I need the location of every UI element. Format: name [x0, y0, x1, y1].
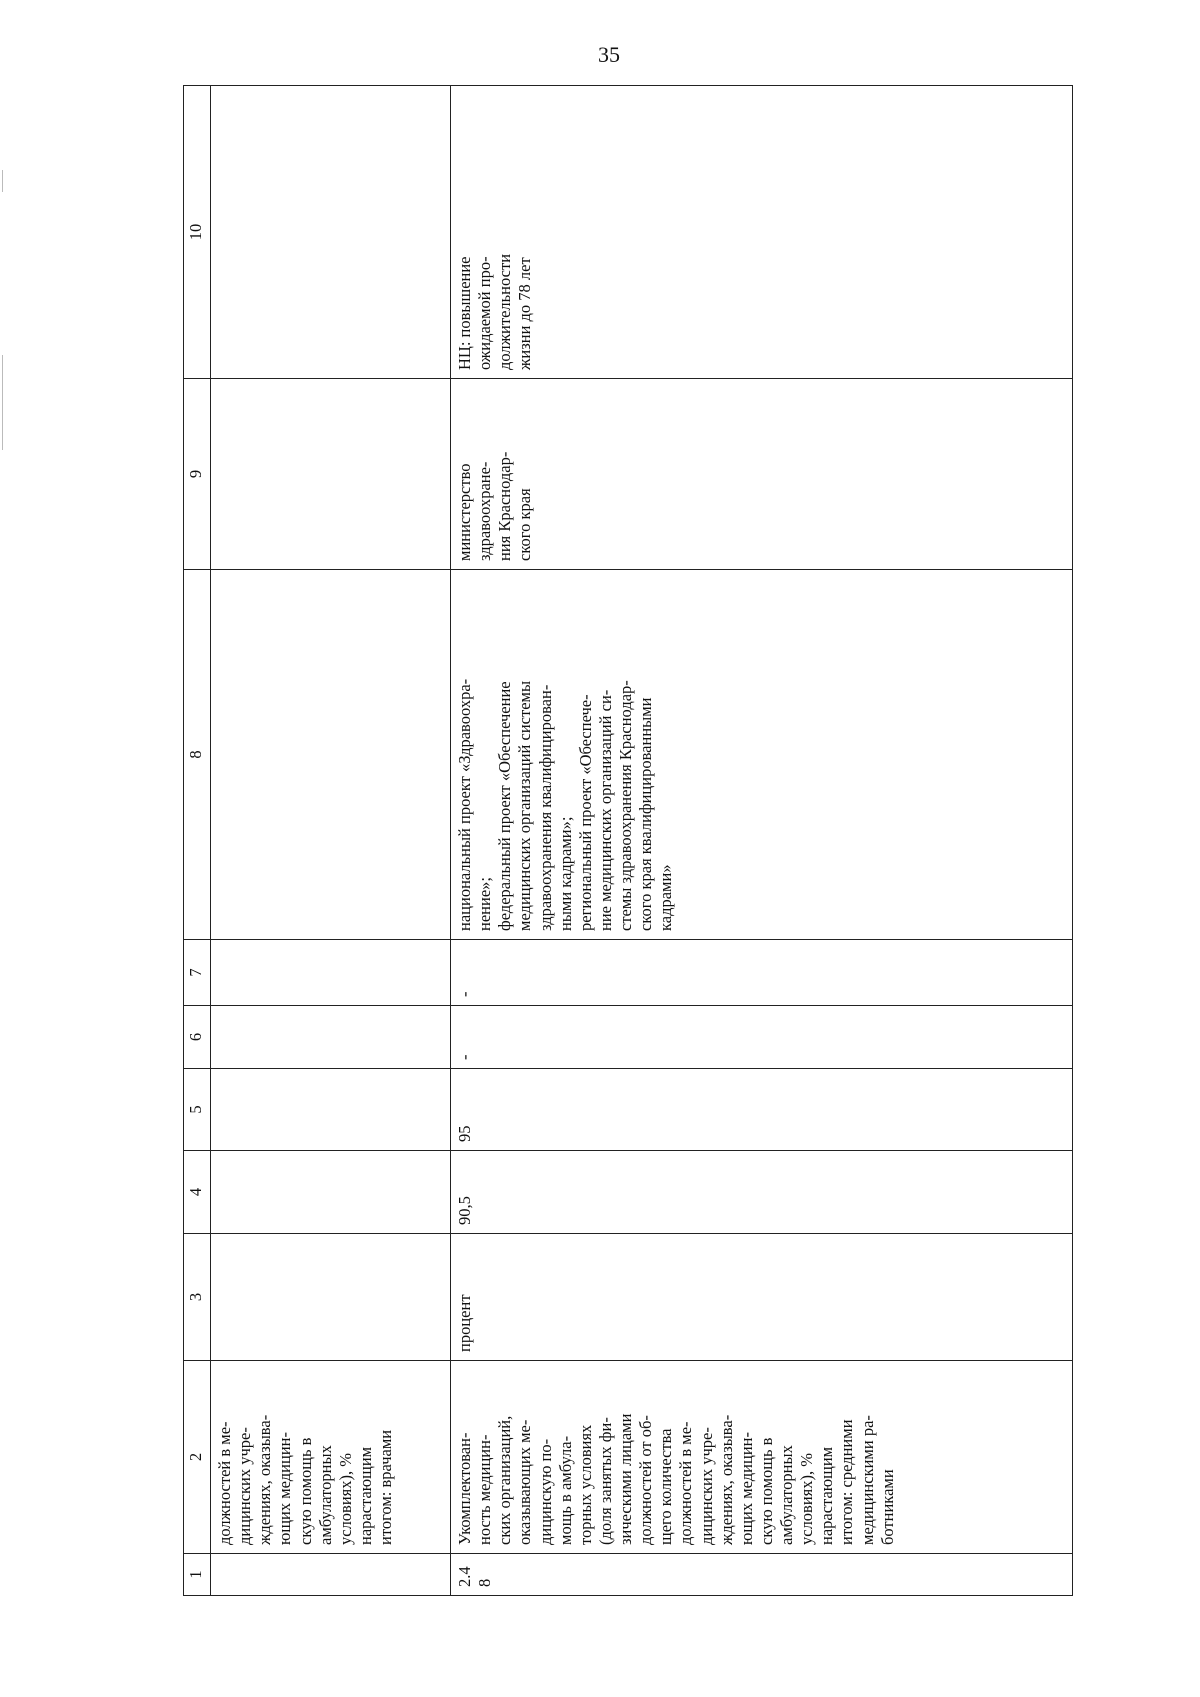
rotated-table-container: [183, 86, 1093, 1596]
cell-value-4: [211, 1151, 451, 1234]
cell-projects: [211, 570, 451, 940]
cell-value-5: [211, 1069, 451, 1151]
col-header-7: 7: [184, 940, 211, 1006]
cell-value-7: [211, 940, 451, 1006]
cell-value-7: -: [451, 940, 1073, 1006]
cell-goal: НЦ: повышение ожидаемой про- должительности жизни до 78 лет: [451, 86, 1073, 379]
cell-value-4: 90,5: [451, 1151, 1073, 1234]
col-header-5: 5: [184, 1069, 211, 1151]
col-header-10: 10: [184, 86, 211, 379]
table-row: [451, 86, 1073, 1596]
indicators-table: [183, 85, 1073, 1596]
col-header-9: 9: [184, 379, 211, 570]
cell-value-5: 95: [451, 1069, 1073, 1151]
cell-number: 2.48: [451, 1554, 1073, 1596]
table-row: [211, 86, 451, 1596]
cell-value-6: -: [451, 1006, 1073, 1069]
cell-goal: [211, 86, 451, 379]
cell-responsible: министерство здравоохране- ния Краснодар- ского края: [451, 379, 1073, 570]
col-header-8: 8: [184, 570, 211, 940]
col-header-2: 2: [184, 1361, 211, 1554]
cell-number: [211, 1554, 451, 1596]
cell-unit: процент: [451, 1234, 1073, 1361]
cell-indicator-name: Укомплектован- ность медицин- ских организаций, оказывающих ме- дицинскую по- мощь в амбула- торных условиях (доля занятых фи- зическими лицами должностей от об- щего количества должностей в ме- дицинских учре- ждениях, оказыва- ющих медицин- скую помощь в амбулаторных условиях), % нарастающим итогом: средними медицинскими ра- ботниками: [451, 1361, 1073, 1554]
header-row: [184, 86, 211, 1596]
cell-projects: национальный проект «Здравоохра- нение»; федеральный проект «Обеспечение медицинских организаций системы здравоохранения квалифицирован- ными кадрами»; региональный проект «Обеспече- ние медицинских организаций си- стемы здравоохранения Краснодар- ского края квалифицированными кадрами»: [451, 570, 1073, 940]
col-header-4: 4: [184, 1151, 211, 1234]
col-header-3: 3: [184, 1234, 211, 1361]
col-header-1: 1: [184, 1554, 211, 1596]
page-number: 35: [598, 42, 620, 67]
cell-unit: [211, 1234, 451, 1361]
cell-responsible: [211, 379, 451, 570]
cell-indicator-name: должностей в ме- дицинских учре- ждениях, оказыва- ющих медицин- скую помощь в амбулаторных условиях), % нарастающим итогом: врачами: [211, 1361, 451, 1554]
col-header-6: 6: [184, 1006, 211, 1069]
scan-artifact: [2, 355, 3, 450]
scan-artifact: [2, 170, 3, 192]
cell-value-6: [211, 1006, 451, 1069]
